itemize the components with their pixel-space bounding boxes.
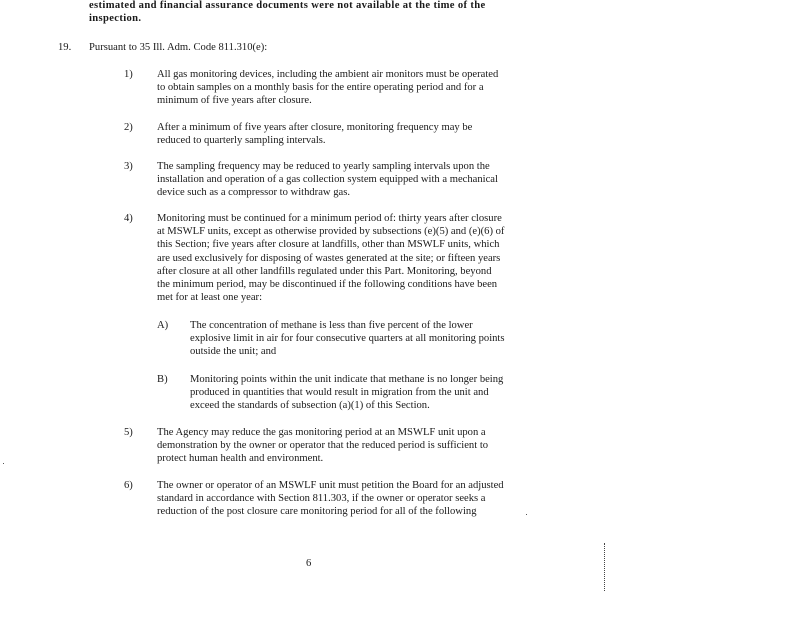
- subitem-3-line-3: device such as a compressor to withdraw gas.: [157, 187, 350, 199]
- condition-b-line-1: Monitoring points within the unit indicate that methane is no longer being: [190, 374, 504, 385]
- subitem-1-line-3: minimum of five years after closure.: [157, 95, 312, 107]
- subitem-6-number: 6): [124, 480, 133, 491]
- condition-b-line-2: produced in quantities that would result in migration from the unit and: [190, 387, 489, 399]
- subitem-5-line-3: protect human health and environment.: [157, 453, 324, 465]
- subitem-1-text: [157, 68, 498, 108]
- subitem-1-number: 1): [124, 69, 133, 80]
- subitem-2-line-2: reduced to quarterly sampling intervals.: [157, 135, 326, 147]
- subitem-1-line-1: All gas monitoring devices, including the ambient air monitors must be operated: [157, 69, 499, 80]
- subitem-4-line-2: at MSWLF units, except as otherwise provided by subsections (e)(5) and (e)(6) of: [157, 226, 505, 238]
- condition-b-line-3: exceed the standards of subsection (a)(1) of this Section.: [190, 400, 430, 412]
- subitem-3-number: 3): [124, 161, 133, 172]
- subitem-1-line-2: to obtain samples on a monthly basis for the entire operating period and for a: [157, 82, 484, 94]
- subitem-6-text: [157, 479, 504, 519]
- item-19-number: 19.: [58, 42, 72, 53]
- subitem-4-text: [157, 212, 504, 304]
- header-line-2: inspection.: [89, 13, 142, 24]
- condition-a-line-2: explosive limit in air for four consecutive quarters at all monitoring points: [190, 333, 505, 345]
- subitem-6-line-2: standard in accordance with Section 811.303, if the owner or operator seeks a: [157, 493, 486, 505]
- scan-speck: [526, 514, 527, 515]
- item-19-intro: Pursuant to 35 Ill. Adm. Code 811.310(e):: [89, 42, 268, 53]
- scan-speck: [3, 463, 4, 464]
- subitem-4-number: 4): [124, 213, 133, 224]
- subitem-2-text: [157, 121, 472, 147]
- subitem-5-line-1: The Agency may reduce the gas monitoring period at an MSWLF unit upon a: [157, 427, 486, 438]
- subitem-3-line-1: The sampling frequency may be reduced to yearly sampling intervals upon the: [157, 161, 490, 172]
- subitem-3-line-2: installation and operation of a gas collection system equipped with a mechanical: [157, 174, 498, 186]
- subitem-5-number: 5): [124, 427, 133, 438]
- scan-margin-mark: [604, 543, 605, 591]
- subitem-4-line-4: are used exclusively for disposing of wastes generated at the site; or fifteen years: [157, 252, 501, 264]
- subitem-4-line-3: this Section; five years after closure at landfills, other than MSWLF units, which: [157, 239, 500, 251]
- subitem-6-line-1: The owner or operator of an MSWLF unit must petition the Board for an adjusted: [157, 480, 504, 491]
- condition-a-line-3: outside the unit; and: [190, 346, 277, 358]
- condition-a-line-1: The concentration of methane is less than five percent of the lower: [190, 320, 473, 331]
- subitem-5-line-2: demonstration by the owner or operator that the reduced period is sufficient to: [157, 440, 489, 452]
- subitem-4-line-1: Monitoring must be continued for a minimum period of: thirty years after closure: [157, 213, 502, 224]
- subitem-2-line-1: After a minimum of five years after closure, monitoring frequency may be: [157, 122, 473, 133]
- condition-a-text: [190, 319, 505, 359]
- header-line-1: estimated and financial assurance documents were not available at the time of the: [89, 0, 486, 11]
- subitem-6-line-3: reduction of the post closure care monitoring period for all of the following: [157, 506, 477, 518]
- subitem-2-number: 2): [124, 122, 133, 133]
- subitem-4-line-5: after closure at all other landfills regulated under this Part. Monitoring, beyond: [157, 265, 492, 277]
- condition-b-text: [190, 373, 503, 413]
- page-number: 6: [306, 558, 312, 569]
- condition-a-label: A): [157, 320, 169, 331]
- subitem-3-text: [157, 160, 498, 200]
- subitem-5-text: [157, 426, 488, 466]
- subitem-4-line-7: met for at least one year:: [157, 292, 263, 304]
- condition-b-label: B): [157, 374, 168, 385]
- subitem-4-line-6: the minimum period, may be discontinued if the following conditions have been: [157, 279, 498, 291]
